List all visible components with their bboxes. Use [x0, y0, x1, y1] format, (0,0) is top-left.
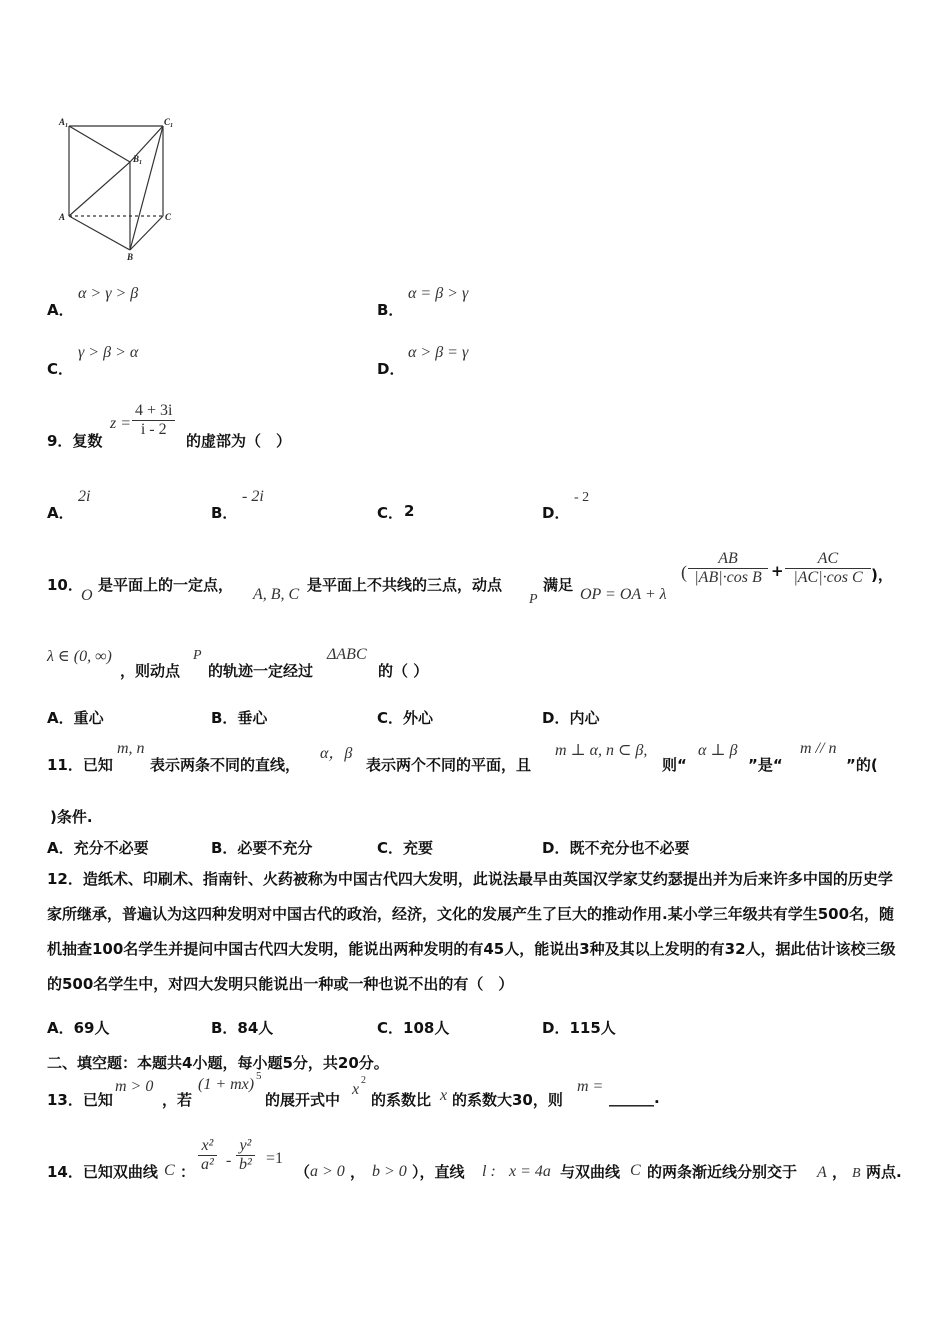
q11-number: 11．已知 [47, 756, 113, 774]
q14-curve-c2: C [630, 1162, 641, 1179]
q14-separator: ， [832, 1163, 848, 1181]
q10-fraction-ab [688, 550, 768, 587]
q9-denominator: i - 2 [140, 421, 167, 438]
q11-text-1: 表示两条不同的直线， [150, 756, 301, 774]
q10-text-4: ，则动点 [120, 662, 181, 680]
q10-eq: OP = OA + λ [580, 586, 667, 603]
q10-lambda: λ ∈ (0, ∞) [47, 648, 112, 665]
q13-x-squared: x [352, 1081, 360, 1098]
q11-text-2: 表示两个不同的平面，且 [366, 756, 532, 774]
q14-f2-den: b² [239, 1156, 252, 1173]
q10-point-p: P [529, 592, 538, 607]
option-letter: C． [47, 360, 74, 378]
option-letter: A． [47, 504, 74, 522]
q14-fraction-y [236, 1137, 255, 1174]
q10-number: 10． [47, 576, 83, 594]
q10-text-2: 是平面上不共线的三点，动点 [307, 576, 503, 594]
q9-numerator: 4 + 3i [132, 402, 175, 421]
q11-text-3: 则“ [662, 756, 687, 774]
q14-text-1: 14．已知双曲线 [47, 1163, 158, 1181]
q11-option-d: D．既不充分也不必要 [542, 839, 690, 857]
q12-option-a: A．69人 [47, 1019, 110, 1037]
label-c: C [165, 212, 172, 222]
q9-stem-suffix: 的虚部为（ ） [186, 432, 292, 450]
q13-m-positive: m > 0 [115, 1078, 154, 1095]
label-b: B [127, 252, 134, 262]
q10-triangle: ΔABC [327, 646, 367, 663]
q10-text-5: 的轨迹一定经过 [208, 662, 314, 680]
q11-parallel: m // n [800, 740, 837, 757]
q11-option-a: A．充分不必要 [47, 839, 149, 857]
q10-f1-num: AB [688, 550, 768, 569]
q11-option-c: C．充要 [377, 839, 434, 857]
q11-text-5: ”的( [846, 756, 878, 774]
q14-f1-den: a² [201, 1156, 214, 1173]
q9-z-eq: z = [110, 415, 132, 432]
q12-text: 12．造纸术、印刷术、指南针、火药被称为中国古代四大发明，此说法最早由英国汉学家艾约瑟提出并为后来许多中国的历史学家所继承，普遍认为这四种发明对中国古代的政治，经济，文化的发展产生了巨大的推动作用.某小学三年级共有学生500名，随机抽查100名学生并提问中国古代四大发明，能说出两种发明的有45人，能说出3种及其以上发明的有32人，据此估计该校三级的500名学生中，对四大发明只能说出一种或一种也说不出的有（ ） [47, 870, 896, 993]
q11-ab: α，β [320, 745, 353, 762]
q12-option-d: D．115人 [542, 1019, 616, 1037]
q10-option-a: A．重心 [47, 709, 104, 727]
q12-option-b: B．84人 [211, 1019, 274, 1037]
option-value: - 2 [574, 490, 590, 505]
q13-text-1: 13．已知 [47, 1091, 113, 1109]
q14-fraction-x [198, 1137, 217, 1174]
option-letter: A． [47, 301, 74, 319]
q10-points-abc: A, B, C [253, 586, 300, 603]
option-value: 2i [78, 488, 91, 505]
section-2-heading: 二、填空题：本题共4小题，每小题5分，共20分。 [47, 1054, 389, 1072]
q10-f2-den: |AC|·cos C [793, 569, 863, 586]
q10-point-o: O [81, 587, 93, 604]
option-letter: B． [377, 301, 404, 319]
q14-curve-c: C [164, 1162, 175, 1179]
q14-point-b: B [852, 1166, 861, 1181]
prism-figure [55, 112, 185, 262]
q14-line-eq: x = 4a [509, 1163, 551, 1180]
q10-option-d: D．内心 [542, 709, 600, 727]
option-expr: α = β > γ [408, 285, 469, 302]
q10-f1-den: |AB|·cos B [694, 569, 762, 586]
q14-a-positive: a > 0 [310, 1163, 345, 1180]
q14-point-a: A [817, 1164, 827, 1181]
q14-line-l: l : [482, 1163, 496, 1180]
q10-plus: + [771, 562, 784, 580]
q13-text-5: 的系数大30，则 [452, 1091, 563, 1109]
q14-f2-num: y² [236, 1137, 255, 1156]
q10-text-3: 满足 [543, 576, 574, 594]
q13-text-2: ，若 [162, 1091, 193, 1109]
label-a: A [59, 212, 66, 222]
q11-text-4: ”是“ [748, 756, 783, 774]
q11-mn: m, n [117, 740, 145, 757]
q10-text-6: 的（ ） [378, 662, 429, 680]
q14-text-5: 两点. [866, 1163, 902, 1181]
q9-stem-prefix: 9．复数 [47, 432, 103, 450]
q11-perp: α ⊥ β [698, 742, 738, 759]
q13-answer-blank: ______. [609, 1089, 660, 1107]
q10-option-b: B．垂心 [211, 709, 268, 727]
q14-eq-one: =1 [266, 1150, 284, 1167]
option-letter: B． [211, 504, 238, 522]
label-b1: $B_1$ [133, 154, 143, 166]
q9-fraction [132, 402, 175, 439]
q14-text-2: ），直线 [412, 1163, 465, 1181]
q13-text-3: 的展开式中 [265, 1091, 341, 1109]
q11-text-6: )条件. [50, 808, 93, 826]
diag-ab1 [69, 162, 130, 216]
q11-condition: m ⊥ α, n ⊂ β, [555, 742, 648, 759]
option-expr: α > γ > β [78, 285, 139, 302]
q10-lparen: ( [681, 562, 687, 582]
q14-text-4: 的两条渐近线分别交于 [647, 1163, 798, 1181]
option-value: - 2i [242, 488, 264, 505]
q13-x-exp: 2 [361, 1075, 366, 1086]
q14-text-3: 与双曲线 [560, 1163, 621, 1181]
q10-fraction-ac [785, 550, 871, 587]
q13-text-4: 的系数比 [371, 1091, 432, 1109]
q14-comma: ， [350, 1163, 366, 1181]
option-value: 2 [404, 502, 415, 520]
q14-f1-num: x² [198, 1137, 217, 1156]
edge-ab [69, 216, 130, 250]
q14-b-positive: b > 0 [372, 1163, 407, 1180]
option-expr: α > β = γ [408, 344, 469, 361]
edge-a1b1 [69, 126, 130, 162]
q10-f2-num: AC [785, 550, 871, 569]
q14-minus: - [226, 1152, 232, 1169]
q14-colon: ： [180, 1163, 196, 1181]
q10-option-c: C．外心 [377, 709, 434, 727]
q10-text-1: 是平面上的一定点， [98, 576, 234, 594]
q13-m-equals: m = [577, 1078, 604, 1095]
q12-option-c: C．108人 [377, 1019, 450, 1037]
q11-option-b: B．必要不充分 [211, 839, 313, 857]
q13-x: x [440, 1087, 448, 1104]
q14-lparen: （ [295, 1163, 311, 1181]
option-letter: C． [377, 504, 404, 522]
option-letter: D． [542, 504, 570, 522]
label-a1: $A_1$ [59, 117, 69, 129]
q13-binomial: (1 + mx) [198, 1076, 255, 1093]
q10-point-p2: P [193, 648, 202, 663]
option-expr: γ > β > α [78, 344, 139, 361]
option-letter: D． [377, 360, 405, 378]
q13-exponent: 5 [256, 1070, 262, 1082]
q10-rparen: )， [871, 566, 893, 584]
label-c1: $C_1$ [164, 117, 174, 129]
